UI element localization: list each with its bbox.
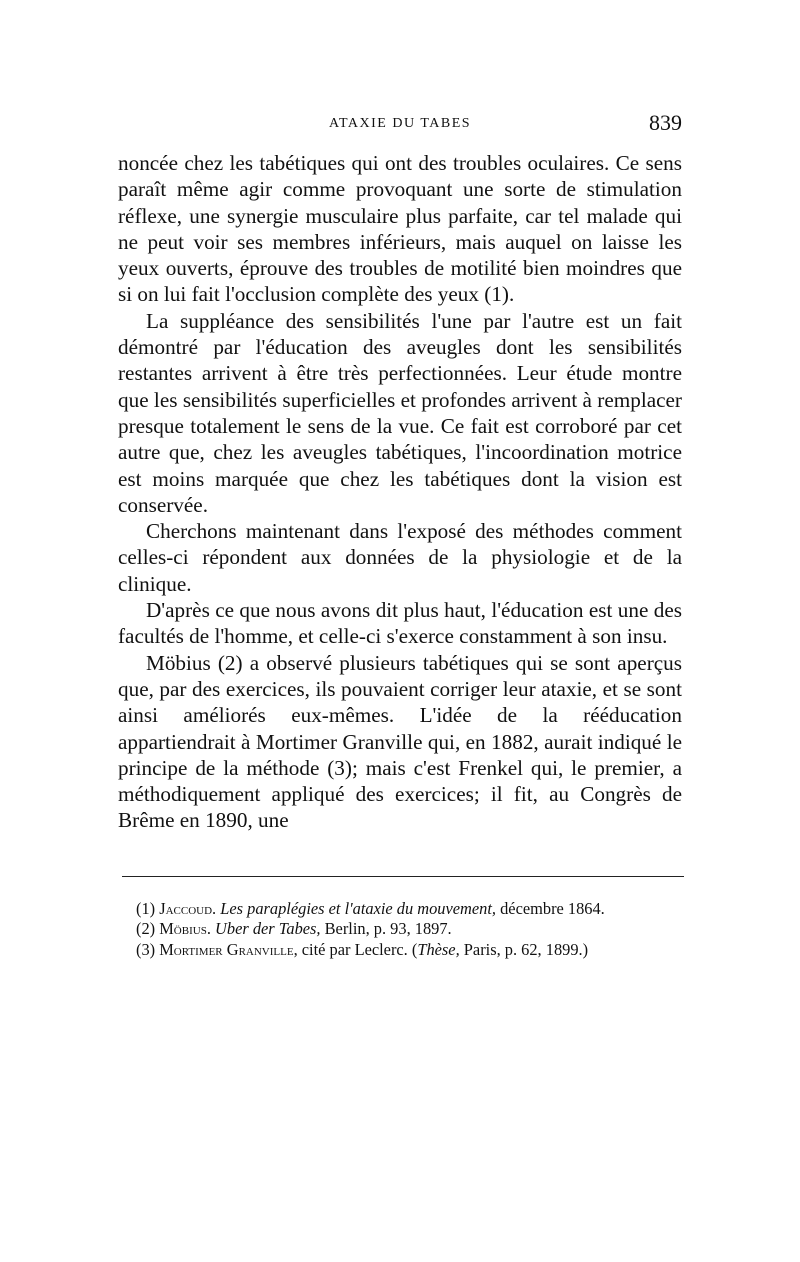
paragraph-4: D'après ce que nous avons dit plus haut, l'éducation est une des facultés de l'homme, et celle-ci s'exerce constamment à son insu. <box>118 598 682 649</box>
book-page <box>118 108 682 960</box>
footnote-title: Thèse, <box>417 939 460 959</box>
footnote-title: Uber der Tabes, <box>215 919 321 939</box>
footnote-details: Berlin, p. 93, 1897. <box>324 919 452 939</box>
footnote-text: cité par Leclerc. ( <box>301 939 418 959</box>
page-header <box>118 108 682 142</box>
paragraph-1: noncée chez les tabétiques qui ont des troubles oculaires. Ce sens paraît même agir comme provoquant une sorte de stimulation réflexe, une synergie musculaire plus parfaite, car tel malade qui ne peut voir ses membres inférieurs, mais auquel on laisse les yeux ouverts, éprouve des troubles de motilité bien moindres que si on lui fait l'occlusion complète des yeux (1). <box>118 151 682 307</box>
paragraph-3: Cherchons maintenant dans l'exposé des méthodes comment celles-ci répondent aux données de la physiologie et de la clinique. <box>118 519 682 596</box>
footnote-title: Les paraplégies et l'ataxie du mouvement, <box>220 898 496 918</box>
paragraph-2: La suppléance des sensibilités l'une par l'autre est un fait démontré par l'éducation des aveugles dont les sensibilités restantes arrivent à être très perfectionnées. Leur étude montre que les sensibilités superficielles et profondes arrivent à remplacer presque totalement le sens de la vue. Ce fait est corroboré par cet autre que, chez les aveugles tabétiques, l'incoordination motrice est moins marquée que chez les tabétiques dont la vision est conservée. <box>118 308 682 517</box>
paragraph-5: Möbius (2) a observé plusieurs tabétiques qui se sont aperçus que, par des exercices, ils pouvaient corriger leur ataxie, et se sont ainsi améliorés eux-mêmes. L'idée de la rééducation appartiendrait à Mortimer Granville qui, en 1882, aurait indiqué le principe de la méthode (3); mais c'est Frenkel qui, le premier, a méthodiquement appliqué des exercices; il fit, au Congrès de Brême en 1890, une <box>118 650 682 833</box>
footnote-author: Jaccoud. <box>159 898 217 918</box>
footnote-author: Möbius. <box>159 919 211 939</box>
running-title: ATAXIE DU TABES <box>328 116 472 131</box>
footnote-marker: (2) <box>136 919 156 939</box>
footnote-marker: (3) <box>136 939 156 959</box>
footnote-1 <box>118 899 682 920</box>
footnote-2 <box>118 919 682 940</box>
footnote-author: Mortimer Granville, <box>159 939 298 959</box>
page-number: 839 <box>649 110 682 135</box>
footnotes <box>118 899 682 961</box>
footnote-details: Paris, p. 62, 1899.) <box>463 939 589 959</box>
footnote-separator <box>122 876 684 877</box>
body-text <box>118 150 682 834</box>
footnote-marker: (1) <box>136 898 156 918</box>
footnote-details: décembre 1864. <box>500 898 605 918</box>
footnote-3 <box>118 940 682 961</box>
